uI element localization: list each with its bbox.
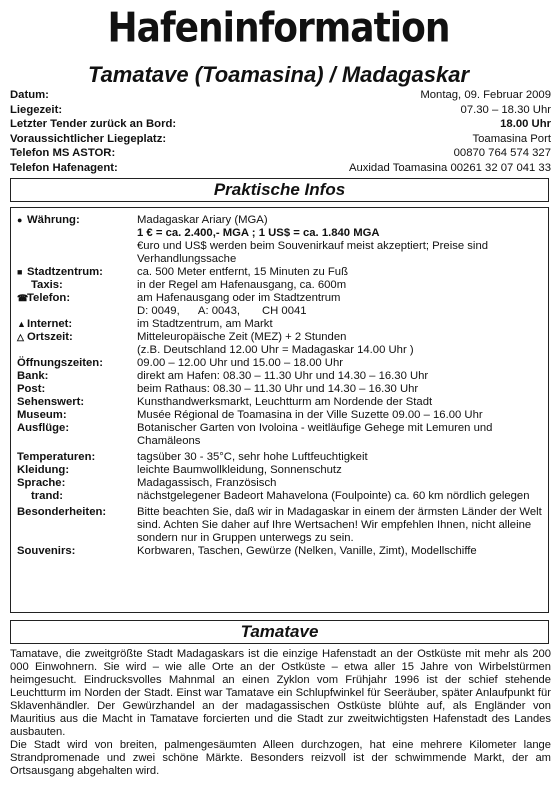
row-telefon: [17, 292, 545, 318]
row-ausfluege: [17, 422, 545, 448]
row-label: Souvenirs:: [17, 545, 76, 557]
section-heading-city: Tamatave: [10, 620, 549, 644]
page-title: Hafeninformation: [107, 4, 450, 53]
row-value: tagsüber 30 - 35°C, sehr hohe Luftfeuchtigkeit: [137, 451, 368, 463]
info-label: Datum:: [10, 89, 49, 101]
row-value-codes: D: 0049, A: 0043, CH 0041: [137, 305, 307, 317]
row-label: Ausflüge:: [17, 422, 70, 434]
row-label: Sprache:: [17, 477, 66, 489]
section-heading-practical: Praktische Infos: [10, 178, 549, 202]
info-row-liegeplatz: [10, 132, 551, 147]
row-label: Taxis:: [31, 279, 63, 291]
row-value: Madagassisch, Französisch: [137, 477, 277, 489]
row-value: in der Regel am Hafenausgang, ca. 600m: [137, 279, 347, 291]
row-sehenswert: [17, 396, 545, 409]
row-bank: [17, 370, 545, 383]
row-besonderheiten: [17, 506, 545, 545]
info-value: 00870 764 574 327: [453, 147, 551, 159]
info-value: 07.30 – 18.30 Uhr: [460, 103, 551, 116]
row-value: Korbwaren, Taschen, Gewürze (Nelken, Vanille, Zimt), Modellschiffe: [137, 545, 477, 557]
row-value-example: (z.B. Deutschland 12.00 Uhr = Madagaskar 14.00 Uhr ): [137, 344, 414, 356]
row-label: Post:: [17, 383, 46, 395]
info-label: Telefon Hafenagent:: [10, 161, 118, 174]
info-label: Telefon MS ASTOR:: [10, 147, 116, 159]
city-paragraph: Tamatave, die zweitgrößte Stadt Madagaskars ist die einzige Hafenstadt an der Ostküste mit mehr als 200 000 Einwohnern. Sie wird – wie alle Orte an der Ostküste – etwa aller 15 Jahre von Wirbelstürmen heimgesucht. Eindrucksvolles Mahnmal an einen Zyklon vom Frühjahr 1996 ist der schief stehende Leuchtturm im Norden der Stadt. Einst war Tamatave ein Schlupfwinkel für Seeräuber, später Anlaufpunkt für Sklavenhändler. Der Gewürzhandel an der madagassischen Ostküste blühte auf, als Engländer von Mauritius aus die Macht in Tamatave forcierten und die Stadt zur zweitwichtigsten Hafenstadt des Landes ausbauten.: [10, 648, 551, 738]
phone-icon: ☎: [17, 293, 29, 303]
info-value: 18.00 Uhr: [500, 118, 551, 130]
info-row-datum: [10, 88, 551, 103]
row-waehrung: [17, 214, 545, 266]
city-description: [10, 648, 551, 778]
info-label: Letzter Tender zurück an Bord:: [10, 118, 177, 130]
row-value-rates: 1 € = ca. 2.400,- MGA ; 1 US$ = ca. 1.840 MGA: [137, 227, 380, 239]
page-subtitle: Tamatave (Toamasina) / Madagaskar: [87, 62, 470, 87]
info-value: Montag, 09. Februar 2009: [420, 89, 551, 101]
row-strand: [17, 490, 545, 503]
info-row-tender: [10, 117, 551, 132]
row-label: Temperaturen:: [17, 451, 96, 463]
row-label: Bank:: [17, 370, 49, 382]
info-row-telefon-agent: [10, 161, 551, 176]
row-label: Öffnungszeiten:: [17, 357, 103, 369]
row-stadtzentrum: [17, 266, 545, 279]
info-row-liegezeit: [10, 103, 551, 118]
row-label: Stadtzentrum:: [27, 266, 103, 278]
row-label: Internet:: [27, 318, 73, 330]
city-paragraph: Die Stadt wird von breiten, palmengesäumten Alleen durchzogen, hat eine mehrere Kilometer lange Strandpromenade und zwei schöne Märkte. Besonders reizvoll ist der schwimmende Markt, der am Ortsausgang abgehalten wird.: [10, 739, 551, 777]
info-row-telefon-astor: [10, 146, 551, 161]
clock-icon: △: [17, 332, 24, 342]
port-info: [10, 88, 551, 175]
row-oeffnungszeiten: [17, 357, 545, 370]
row-kleidung: [17, 464, 545, 477]
row-value: 09.00 – 12.00 Uhr und 15.00 – 18.00 Uhr: [137, 357, 344, 369]
city-icon: ■: [17, 267, 23, 277]
row-label: Museum:: [17, 409, 67, 421]
row-value: Musée Régional de Toamasina in der Ville Suzette 09.00 – 16.00 Uhr: [137, 409, 483, 421]
info-value: Toamasina Port: [472, 132, 551, 145]
row-internet: [17, 318, 545, 331]
row-label: Telefon:: [27, 292, 71, 304]
row-value: nächstgelegener Badeort Mahavelona (Foulpointe) ca. 60 km nördlich gelegen: [137, 490, 530, 502]
row-souvenirs: [17, 545, 545, 558]
info-label: Liegezeit:: [10, 103, 63, 116]
row-value-note: €uro und US$ werden beim Souvenirkauf meist akzeptiert; Preise sind Verhandlungssache: [137, 240, 489, 265]
row-temperaturen: [17, 451, 545, 464]
row-label: Ortszeit:: [27, 331, 73, 343]
row-value: Madagaskar Ariary (MGA): [137, 214, 268, 226]
row-label: Besonderheiten:: [17, 506, 107, 518]
row-taxis: [17, 279, 545, 292]
row-value: beim Rathaus: 08.30 – 11.30 Uhr und 14.30 – 16.30 Uhr: [137, 383, 419, 395]
row-value: Mitteleuropäische Zeit (MEZ) + 2 Stunden: [137, 331, 347, 343]
row-value: am Hafenausgang oder im Stadtzentrum: [137, 292, 341, 304]
row-value: ca. 500 Meter entfernt, 15 Minuten zu Fuß: [137, 266, 348, 278]
practical-info-box: [10, 207, 549, 613]
network-icon: ▲: [17, 319, 26, 329]
row-value: Botanischer Garten von Ivoloina - weitläufige Gehege mit Lemuren und Chamäleons: [137, 422, 493, 447]
row-value: Kunsthandwerksmarkt, Leuchtturm am Nordende der Stadt: [137, 396, 433, 408]
row-value: direkt am Hafen: 08.30 – 11.30 Uhr und 14.30 – 16.30 Uhr: [137, 370, 429, 382]
row-post: [17, 383, 545, 396]
row-value: im Stadtzentrum, am Markt: [137, 318, 273, 330]
info-label: Voraussichtlicher Liegeplatz:: [10, 132, 167, 145]
row-sprache: [17, 477, 545, 490]
row-value: Bitte beachten Sie, daß wir in Madagaskar in einem der ärmsten Länder der Welt sind. Achten Sie daher auf Ihre Wertsachen! Wir empfehlen Ihnen, nicht alleine sondern nur in Gruppen unterwegs zu sein.: [137, 506, 542, 544]
money-bag-icon: ●: [17, 215, 23, 225]
row-label: Kleidung:: [17, 464, 70, 476]
row-label: trand:: [31, 490, 64, 502]
row-label: Sehenswert:: [17, 396, 85, 408]
info-value: Auxidad Toamasina 00261 32 07 041 33: [348, 161, 551, 174]
row-ortszeit: [17, 331, 545, 357]
row-museum: [17, 409, 545, 422]
row-value: leichte Baumwollkleidung, Sonnenschutz: [137, 464, 342, 476]
row-label: Währung:: [27, 214, 80, 226]
